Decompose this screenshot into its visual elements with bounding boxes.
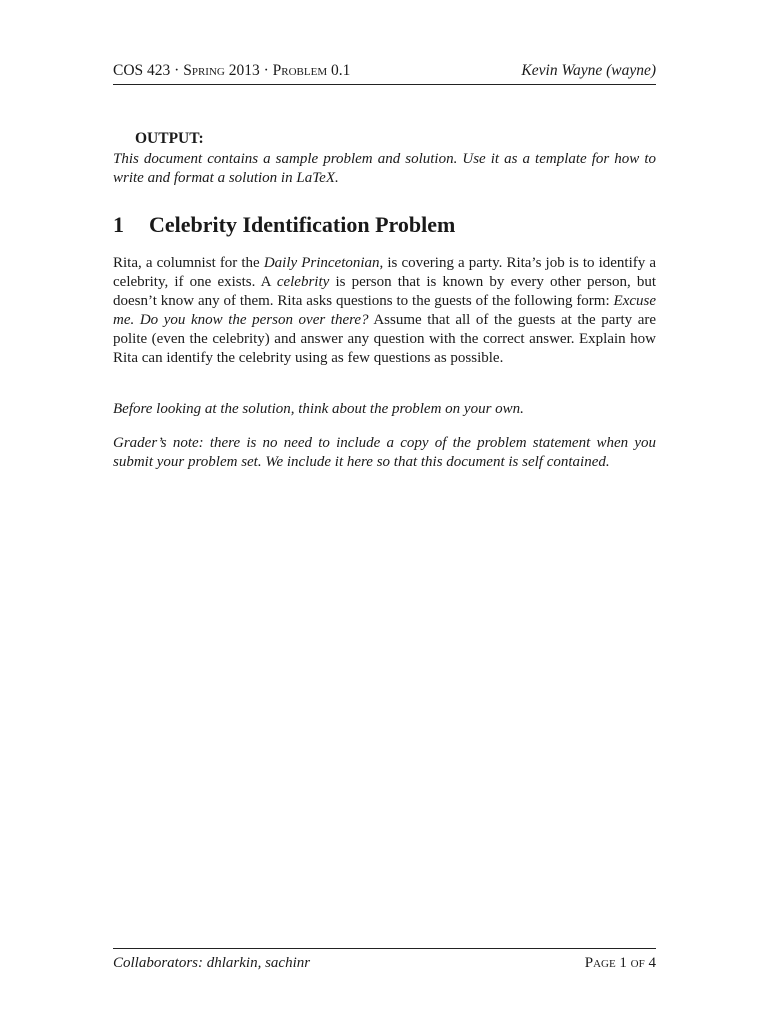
before-solution-note: Before looking at the solution, think about the problem on your own. xyxy=(113,401,524,417)
collaborators: Collaborators: dhlarkin, sachinr xyxy=(113,955,311,971)
latex-logo: LaTeX xyxy=(296,170,335,186)
output-label: OUTPUT: xyxy=(135,130,204,147)
intro-paragraph xyxy=(113,150,656,188)
problem-text-4: Assume that all of the guests at the party are polite (even the celebrity) and answer any question with the correct answer. Explain how Rita can identify the celebrity using as few questions as possible. xyxy=(113,312,657,366)
problem-text-1: Rita, a columnist for the xyxy=(113,255,260,271)
section-title: Celebrity Identification Problem xyxy=(149,212,456,237)
page-number: Page 1 of 4 xyxy=(584,955,656,971)
section-number: 1 xyxy=(113,212,124,237)
page-header xyxy=(113,62,656,85)
header-left xyxy=(113,62,350,80)
problem-text-2: , is covering a party. Rita’s job is to identify a celebrity, if one exists. A xyxy=(113,255,656,290)
section-heading xyxy=(113,212,455,238)
problem-number: Problem 0.1 xyxy=(272,62,351,79)
header-separator: · xyxy=(174,62,180,79)
graders-note: Grader’s note: there is no need to include a copy of the problem statement when you submit your problem set. We include it here so that this document is self contained. xyxy=(113,435,656,470)
question-text: Excuse me. Do you know the person over there? xyxy=(113,293,657,328)
problem-statement xyxy=(113,254,656,368)
page-footer xyxy=(113,948,656,972)
term: Spring 2013 xyxy=(183,62,260,79)
header-separator: · xyxy=(263,62,269,79)
author: Kevin Wayne (wayne) xyxy=(521,62,656,79)
intro-end: . xyxy=(335,170,339,186)
newspaper-name: Daily Princetonian xyxy=(263,255,380,271)
problem-text-3: is person that is known by every other person, but doesn’t know any of them. Rita asks questions to the guests of the following form: xyxy=(113,274,656,309)
course-code: COS 423 xyxy=(113,62,171,79)
celebrity-term: celebrity xyxy=(276,274,330,290)
intro-text: This document contains a sample problem and solution. Use it as a template for how to write and format a solution in xyxy=(113,151,656,186)
